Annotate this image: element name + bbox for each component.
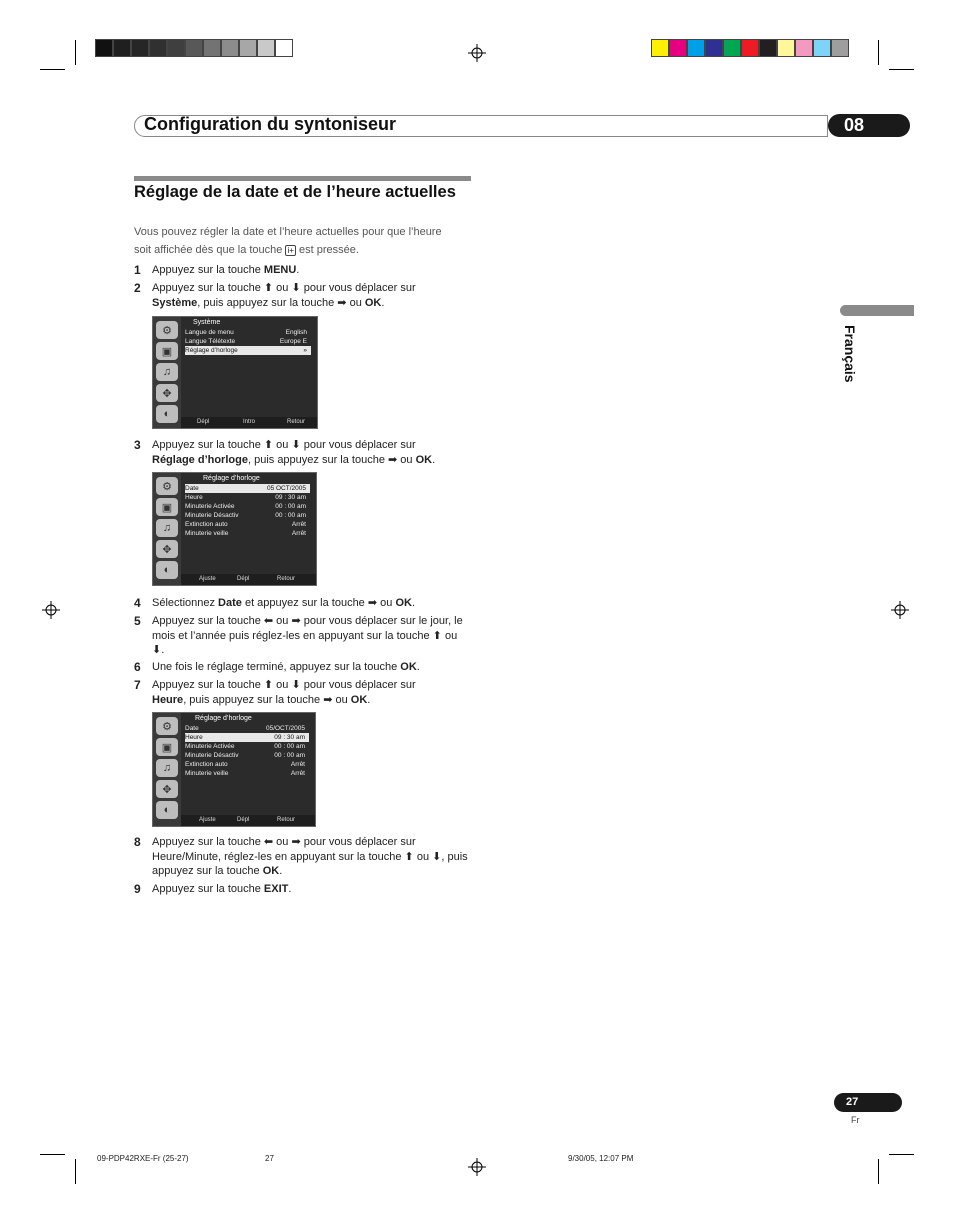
settings-icon: ⚙ <box>156 321 178 339</box>
osd-row-label: Date <box>185 485 199 492</box>
osd-row <box>185 493 310 502</box>
left-arrow-icon: ⬅ <box>263 615 274 627</box>
osd-row <box>185 760 309 769</box>
osd-row <box>185 724 309 733</box>
step-text: pour vous déplacer sur le jour, le mois et l’année puis réglez-les en appuyant sur la touche <box>152 615 463 642</box>
step-1 <box>134 263 474 278</box>
osd-row-selected <box>185 346 311 355</box>
osd-sidebar <box>153 713 181 826</box>
step-number: 1 <box>134 263 141 277</box>
step-text: ou <box>377 597 396 609</box>
osd-row-value: 00 : 00 am <box>275 503 306 510</box>
grayscale-bar <box>95 39 293 57</box>
osd-row-selected <box>185 733 309 742</box>
step-text: Appuyez sur la touche <box>152 282 264 294</box>
step-text: . <box>367 693 371 706</box>
color-swatch <box>95 39 113 57</box>
step-3 <box>134 438 474 467</box>
language-tab <box>840 305 914 316</box>
footer-filename: 09-PDP42RXE-Fr (25-27) <box>97 1154 189 1163</box>
down-arrow-icon: ⬇ <box>432 850 442 863</box>
color-swatch <box>831 39 849 57</box>
step-8 <box>134 835 474 879</box>
osd-title: Système <box>193 319 221 326</box>
crop-mark <box>889 69 914 70</box>
down-arrow-icon: ⬇ <box>152 644 162 657</box>
page-language: Fr <box>851 1115 860 1125</box>
color-bar <box>651 39 849 57</box>
up-arrow-icon: ⬆ <box>263 679 274 691</box>
osd-row-value: 05/OCT/2005 <box>265 725 305 732</box>
intro-line-1: Vous pouvez régler la date et l’heure actuelles pour que l’heure <box>134 226 442 238</box>
picture-icon: ▣ <box>156 342 178 360</box>
footer-date: 9/30/05, 12:07 PM <box>568 1154 634 1163</box>
color-swatch <box>113 39 131 57</box>
step-text: ou <box>273 836 292 848</box>
step-number: 4 <box>134 596 141 610</box>
info-button-icon: i+ <box>287 246 294 255</box>
crop-mark <box>878 40 879 65</box>
osd-row-value: 09 : 30 am <box>274 734 305 741</box>
step-text: Une fois le réglage terminé, appuyez sur la touche <box>152 661 401 673</box>
registration-target-icon <box>468 44 486 62</box>
osd-row-label: Langue de menu <box>185 329 234 336</box>
ok-key-label: OK <box>350 693 368 706</box>
osd-row-label: Minuterie veille <box>185 530 229 537</box>
osd-row <box>185 529 310 538</box>
picture-icon: ▣ <box>156 498 178 516</box>
down-arrow-icon: ⬇ <box>291 282 301 294</box>
step-4 <box>134 596 474 611</box>
right-arrow-icon: ➡ <box>367 597 378 609</box>
picture-icon: ▣ <box>156 738 178 756</box>
osd-row-value: 05 OCT/2005 <box>266 485 306 492</box>
osd-row-value: 09 : 30 am <box>275 494 306 501</box>
reglage-horloge-label: Réglage d’horloge <box>152 453 248 466</box>
up-arrow-icon: ⬆ <box>263 282 274 294</box>
up-arrow-icon: ⬆ <box>263 439 274 451</box>
ok-key-label: OK <box>364 296 382 309</box>
osd-row-label: Réglage d’horloge <box>185 347 238 354</box>
osd-foot-back: Retour <box>277 817 296 823</box>
step-text: ou <box>397 453 416 466</box>
tuner-icon: ✥ <box>156 540 178 558</box>
step-text: . <box>416 661 420 673</box>
osd-systeme-screenshot <box>152 316 318 429</box>
intro-line-2a: soit affichée dès que la touche <box>134 244 283 256</box>
step-text: Appuyez sur la touche <box>152 264 264 276</box>
osd-row-label: Minuterie veille <box>185 770 229 777</box>
page-number: 27 <box>834 1093 902 1112</box>
step-text: ou <box>273 282 292 294</box>
osd-row-label: Minuterie Activée <box>185 503 235 510</box>
step-number: 9 <box>134 882 141 896</box>
language-label: Français <box>842 325 858 383</box>
color-swatch <box>203 39 221 57</box>
intro-line-2b: est pressée. <box>298 244 359 256</box>
right-arrow-icon: ➡ <box>388 453 398 466</box>
settings-icon: ⚙ <box>156 477 178 495</box>
osd-sidebar <box>153 317 181 428</box>
osd-row-label: Langue Télétexte <box>185 338 236 345</box>
osd-row <box>185 769 309 778</box>
step-text: ou <box>413 850 433 863</box>
intro-text <box>134 223 470 259</box>
header-title: Configuration du syntoniseur <box>144 114 396 134</box>
osd-row <box>185 520 310 529</box>
osd-row <box>185 502 310 511</box>
osd-foot-enter: Intro <box>243 419 256 425</box>
osd-footer <box>181 417 317 428</box>
color-swatch <box>651 39 669 57</box>
osd-row-label: Minuterie Désactiv <box>185 752 239 759</box>
color-swatch <box>777 39 795 57</box>
osd-row <box>185 328 311 337</box>
menu-key-label: MENU <box>263 264 297 276</box>
osd-foot-move: Dépl <box>237 817 250 823</box>
ok-key-label: OK <box>415 453 433 466</box>
osd-reglage-horloge-date-screenshot <box>152 472 317 586</box>
crop-mark <box>878 1159 879 1184</box>
step-text: Appuyez sur la touche <box>152 836 264 848</box>
footer-page: 27 <box>265 1154 274 1163</box>
heure-label: Heure <box>152 693 184 706</box>
step-5 <box>134 614 474 658</box>
osd-title: Réglage d’horloge <box>203 475 260 482</box>
step-2 <box>134 281 474 310</box>
osd-row-label: Extinction auto <box>185 521 228 528</box>
right-arrow-icon: ➡ <box>337 296 347 309</box>
step-text: Appuyez sur la touche <box>152 883 264 895</box>
step-number: 8 <box>134 835 141 849</box>
osd-foot-move: Dépl <box>197 419 210 425</box>
step-9 <box>134 882 474 897</box>
color-swatch <box>239 39 257 57</box>
registration-target-icon <box>42 601 60 619</box>
osd-foot-back: Retour <box>287 419 306 425</box>
setup-icon: ◐ <box>156 561 178 579</box>
step-text: , puis appuyez sur la touche <box>183 693 324 706</box>
settings-icon: ⚙ <box>156 717 178 735</box>
color-swatch <box>167 39 185 57</box>
osd-row-value: Arrêt <box>291 521 306 528</box>
step-text: et appuyez sur la touche <box>241 597 368 609</box>
osd-row-value: Arrêt <box>290 770 305 777</box>
osd-row-label: Extinction auto <box>185 761 228 768</box>
step-text: ou <box>441 629 458 642</box>
osd-row-value: » <box>303 347 307 354</box>
registration-target-icon <box>468 1158 486 1176</box>
color-swatch <box>149 39 167 57</box>
osd-row-value: 00 : 00 am <box>274 743 305 750</box>
section-title: Réglage de la date et de l’heure actuelles <box>134 183 456 201</box>
step-number: 2 <box>134 281 141 295</box>
crop-mark <box>40 1154 65 1155</box>
step-7 <box>134 678 474 707</box>
ok-key-label: OK <box>400 661 417 673</box>
step-number: 5 <box>134 614 141 628</box>
osd-row-label: Heure <box>185 494 203 501</box>
color-swatch <box>221 39 239 57</box>
crop-mark <box>75 1159 76 1184</box>
ok-key-label: OK <box>395 597 412 609</box>
osd-row-value: Arrêt <box>290 761 305 768</box>
chapter-number: 08 <box>828 114 910 137</box>
osd-footer <box>181 815 315 826</box>
osd-foot-move: Dépl <box>237 576 250 582</box>
step-text: ou <box>273 679 292 691</box>
osd-row-value: Arrêt <box>291 530 306 537</box>
music-note-icon: ♫ <box>156 519 178 537</box>
step-text: . <box>288 883 292 895</box>
color-swatch <box>705 39 723 57</box>
down-arrow-icon: ⬇ <box>291 679 301 691</box>
color-swatch <box>813 39 831 57</box>
music-note-icon: ♫ <box>156 759 178 777</box>
setup-icon: ◐ <box>156 801 178 819</box>
step-text: ou <box>346 296 365 309</box>
step-text: Appuyez sur la touche <box>152 439 264 451</box>
step-number: 6 <box>134 660 141 674</box>
tuner-icon: ✥ <box>156 780 178 798</box>
crop-mark <box>889 1154 914 1155</box>
step-text: pour vous déplacer sur <box>300 282 416 294</box>
osd-sidebar <box>153 473 181 585</box>
section-rule <box>134 176 471 181</box>
step-text: , puis appuyez sur la touche <box>247 453 388 466</box>
tuner-icon: ✥ <box>156 384 178 402</box>
osd-foot-adjust: Ajuste <box>199 817 216 823</box>
music-note-icon: ♫ <box>156 363 178 381</box>
step-text: pour vous déplacer sur <box>300 439 416 451</box>
right-arrow-icon: ➡ <box>323 693 333 706</box>
step-text: . <box>296 264 300 276</box>
exit-key-label: EXIT <box>263 883 289 895</box>
crop-mark <box>40 69 65 70</box>
step-text: . <box>432 453 436 466</box>
color-swatch <box>185 39 203 57</box>
step-text: ou <box>273 439 292 451</box>
osd-row <box>185 751 309 760</box>
step-text: Appuyez sur la touche <box>152 615 264 627</box>
color-swatch <box>275 39 293 57</box>
step-number: 3 <box>134 438 141 452</box>
color-swatch <box>257 39 275 57</box>
down-arrow-icon: ⬇ <box>291 439 301 451</box>
osd-row <box>185 337 311 346</box>
right-arrow-icon: ➡ <box>291 615 301 627</box>
registration-target-icon <box>891 601 909 619</box>
step-text: ou <box>273 615 292 627</box>
step-text: . <box>381 296 385 309</box>
step-text: pour vous déplacer sur <box>300 679 416 691</box>
osd-row-value: 00 : 00 am <box>274 752 305 759</box>
osd-foot-adjust: Ajuste <box>199 576 216 582</box>
step-6 <box>134 660 474 675</box>
step-number: 7 <box>134 678 141 692</box>
color-swatch <box>741 39 759 57</box>
step-text: , puis appuyez sur la touche <box>152 850 468 878</box>
step-text: , puis appuyez sur la touche <box>197 296 338 309</box>
date-label: Date <box>218 597 242 609</box>
setup-icon: ◐ <box>156 405 178 423</box>
color-swatch <box>687 39 705 57</box>
right-arrow-icon: ➡ <box>291 836 301 848</box>
step-text: pour vous déplacer sur Heure/Minute, réglez-les en appuyant sur la touche <box>152 836 416 863</box>
osd-foot-back: Retour <box>277 576 296 582</box>
color-swatch <box>723 39 741 57</box>
osd-reglage-horloge-heure-screenshot <box>152 712 316 827</box>
step-text: . <box>161 644 165 657</box>
crop-mark <box>75 40 76 65</box>
osd-row-value: English <box>285 329 307 336</box>
step-text: ou <box>332 693 351 706</box>
color-swatch <box>131 39 149 57</box>
osd-row <box>185 511 310 520</box>
step-text: . <box>279 865 283 878</box>
osd-row-value: Europe E <box>279 338 307 345</box>
osd-row-label: Date <box>185 725 199 732</box>
osd-row-label: Heure <box>185 734 203 741</box>
color-swatch <box>795 39 813 57</box>
ok-key-label: OK <box>262 865 280 878</box>
osd-row-label: Minuterie Activée <box>185 743 235 750</box>
osd-row-selected <box>185 484 310 493</box>
osd-footer <box>181 574 316 585</box>
osd-row-label: Minuterie Désactiv <box>185 512 239 519</box>
systeme-label: Système <box>152 296 198 309</box>
osd-row <box>185 742 309 751</box>
color-swatch <box>759 39 777 57</box>
step-text: Appuyez sur la touche <box>152 679 264 691</box>
up-arrow-icon: ⬆ <box>404 850 414 863</box>
up-arrow-icon: ⬆ <box>432 629 442 642</box>
osd-row-value: 00 : 00 am <box>275 512 306 519</box>
left-arrow-icon: ⬅ <box>263 836 274 848</box>
color-swatch <box>669 39 687 57</box>
osd-title: Réglage d’horloge <box>195 715 252 722</box>
step-text: . <box>411 597 415 609</box>
step-text: Sélectionnez <box>152 597 219 609</box>
